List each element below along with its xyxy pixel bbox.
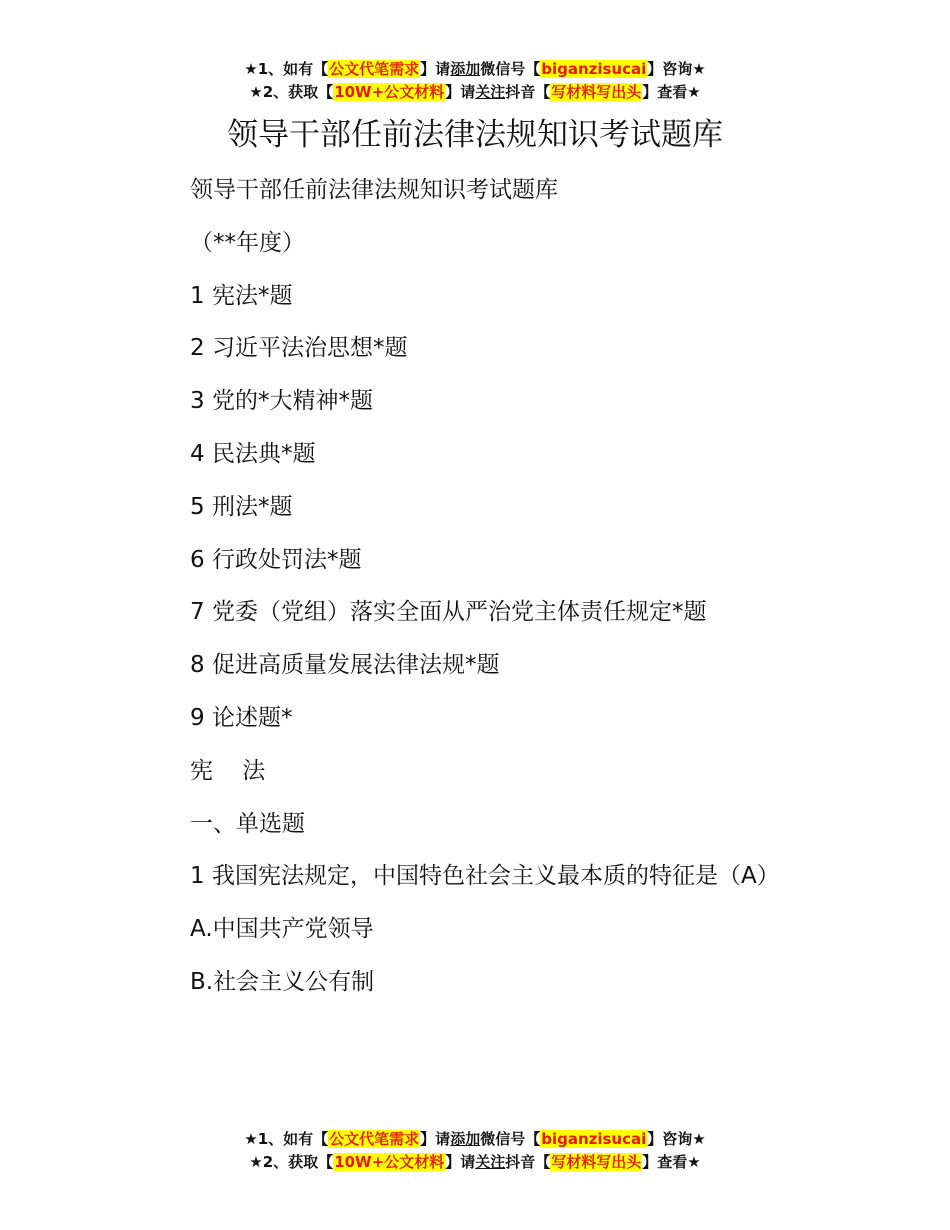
banner-text: 抖音【	[505, 1153, 551, 1171]
paragraph: 2 习近平法治思想*题	[190, 335, 408, 362]
banner-emphasis: 添加	[450, 1130, 481, 1148]
paragraph: 领导干部任前法律法规知识考试题库	[190, 177, 558, 203]
subsection-heading: 一、单选题	[190, 810, 305, 837]
paragraph: 5 刑法*题	[190, 493, 293, 520]
answer-option: B.社会主义公有制	[190, 968, 375, 995]
banner-text: ★1、如有【	[244, 1130, 329, 1148]
document-title: 领导干部任前法律法规知识考试题库	[227, 117, 723, 153]
banner-highlight: 10W+公文材料	[334, 83, 445, 101]
banner-text: 】请	[420, 1130, 451, 1148]
banner-text: 】请	[445, 83, 476, 101]
banner-text: 】请	[420, 60, 451, 78]
answer-option: A.中国共产党领导	[190, 916, 374, 943]
banner-text: 】请	[445, 1153, 476, 1171]
banner-line-2	[0, 1151, 950, 1174]
banner-text: ★2、获取【	[249, 83, 334, 101]
banner-text: 】咨询★	[647, 1130, 706, 1148]
banner-line-1	[0, 1128, 950, 1151]
banner-text: ★1、如有【	[244, 60, 329, 78]
section-heading: 宪 法	[190, 757, 266, 784]
paragraph: 6 行政处罚法*题	[190, 546, 362, 573]
banner-line-2	[0, 81, 950, 104]
banner-text: 微信号【	[480, 1130, 541, 1148]
paragraph: 8 促进高质量发展法律法规*题	[190, 652, 500, 679]
banner-emphasis: 关注	[475, 83, 506, 101]
banner-highlight: 10W+公文材料	[334, 1153, 445, 1171]
paragraph: 1 宪法*题	[190, 282, 293, 309]
banner-text: ★2、获取【	[249, 1153, 334, 1171]
banner-emphasis: 添加	[450, 60, 481, 78]
paragraph: 7 党委（党组）落实全面从严治党主体责任规定*题	[190, 599, 707, 626]
paragraph: （**年度）	[190, 229, 305, 256]
banner-highlight: biganzisucai	[541, 1130, 647, 1148]
banner-text: 】查看★	[642, 83, 701, 101]
document-body	[148, 168, 828, 1013]
banner-line-1	[0, 58, 950, 81]
banner-text: 】咨询★	[647, 60, 706, 78]
banner-text: 抖音【	[505, 83, 551, 101]
banner-highlight: 公文代笔需求	[329, 60, 420, 78]
banner-highlight: 写材料写出头	[551, 1153, 642, 1171]
question: 1 我国宪法规定，中国特色社会主义最本质的特征是（A）	[190, 863, 780, 890]
banner-highlight: 公文代笔需求	[329, 1130, 420, 1148]
paragraph: 4 民法典*题	[190, 440, 316, 467]
banner-emphasis: 关注	[475, 1153, 506, 1171]
banner-highlight: biganzisucai	[541, 60, 647, 78]
banner-text: 微信号【	[480, 60, 541, 78]
banner-highlight: 写材料写出头	[551, 83, 642, 101]
paragraph: 9 论述题*	[190, 704, 293, 731]
paragraph: 3 党的*大精神*题	[190, 388, 373, 415]
header-banner	[0, 58, 950, 104]
footer-banner	[0, 1128, 950, 1174]
banner-text: 】查看★	[642, 1153, 701, 1171]
